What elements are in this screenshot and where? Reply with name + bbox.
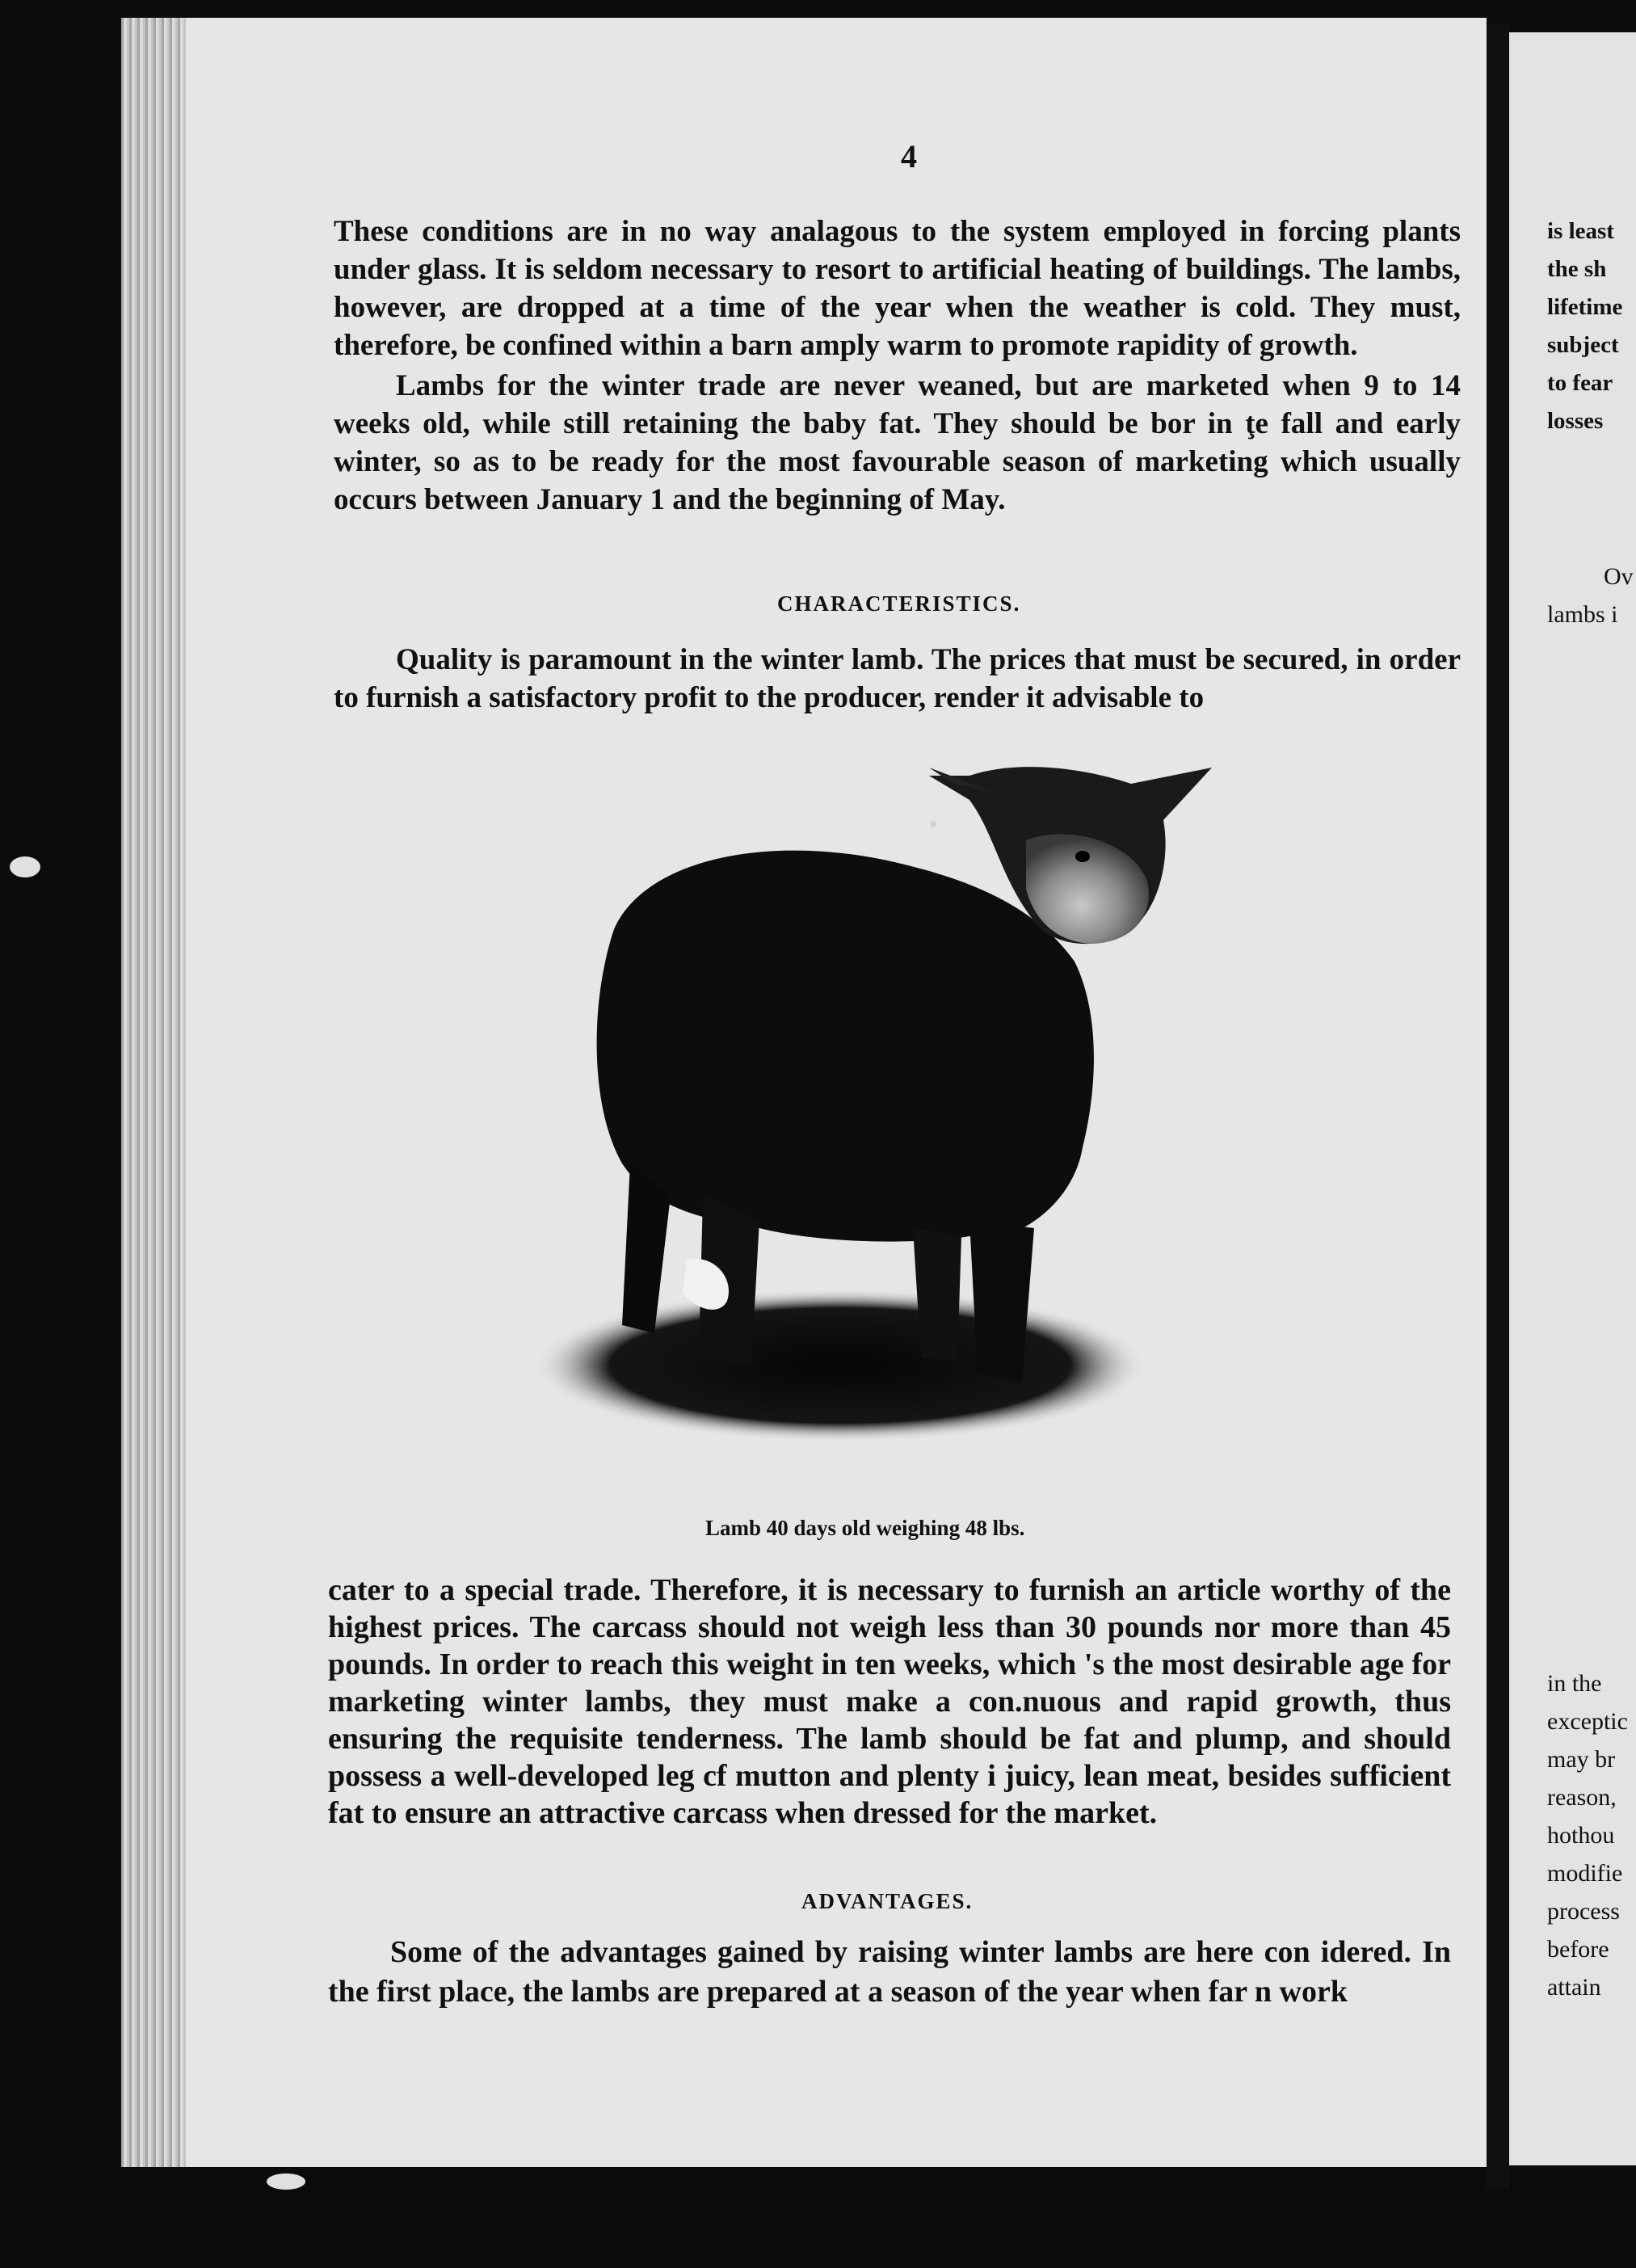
text-fragment: attain <box>1547 1974 1601 2001</box>
paragraph: Lambs for the winter trade are never weaned, but are marketed when 9 to 14 weeks old, while still retaining the baby fat. They should be bor in ţe fall and early winter, so as to be ready for the most favourable season of marketing which usually occurs between January 1 and the beginning of May. <box>334 369 1461 516</box>
book-gutter <box>1487 24 1509 2190</box>
text-fragment: before <box>1547 1936 1609 1963</box>
text-fragment: is least <box>1547 218 1614 244</box>
text-fragment: modifie <box>1547 1860 1623 1887</box>
figure-caption: Lamb 40 days old weighing 48 lbs. <box>705 1516 1025 1540</box>
text-fragment: lambs i <box>1547 601 1618 628</box>
characteristics-text <box>334 641 1461 717</box>
page-number: 4 <box>901 138 917 175</box>
section-heading-advantages: ADVANTAGES. <box>801 1889 974 1913</box>
right-page-fragment-middle <box>1547 558 1634 633</box>
right-page-fragment-bottom <box>1547 1664 1628 2006</box>
paragraph: These conditions are in no way analagous to the system employed in forcing plants under glass. It is seldom necessary to resort to artificial heating of buildings. The lambs, however, are dropped at a time of the year when the weather is cold. They must, therefore, be confined within a barn amply warm to promote rapidity of growth. <box>334 215 1461 362</box>
page-edge-stack <box>121 18 186 2167</box>
scan-speck <box>267 2173 305 2190</box>
text-fragment: to fear <box>1547 370 1613 396</box>
text-fragment: losses <box>1547 408 1604 434</box>
paragraph: Quality is paramount in the winter lamb. The prices that must be secured, in order to furnish a satisfactory profit to the producer, render it advisable to <box>334 643 1461 714</box>
text-fragment: hothou <box>1547 1822 1615 1849</box>
text-fragment: process <box>1547 1898 1620 1925</box>
scan-speck <box>10 856 40 877</box>
text-fragment: the sh <box>1547 256 1607 282</box>
text-fragment: in the <box>1547 1670 1602 1697</box>
paragraph: Some of the advantages gained by raising winter lambs are here con idered. In the first place, the lambs are prepared at a season of the year when far n work <box>328 1935 1451 2009</box>
text-fragment: exceptic <box>1547 1708 1628 1735</box>
text-fragment: subject <box>1547 332 1619 358</box>
text-fragment: reason, <box>1547 1784 1617 1811</box>
lamb-photograph <box>517 743 1309 1454</box>
right-page-fragment-top <box>1547 212 1622 440</box>
text-fragment: may br <box>1547 1746 1616 1773</box>
advantages-text <box>328 1933 1451 2012</box>
continuation-text <box>328 1572 1451 1832</box>
paragraph: cater to a special trade. Therefore, it is necessary to furnish an article worthy of the highest prices. The carcass should not weigh less than 30 pounds nor more than 45 pounds. In order to reach this weight in ten weeks, which 's the most desirable age for marketing winter lambs, they must make a con.nuous and rapid growth, thus ensuring the requisite tenderness. The lamb should be fat and plump, and should possess a well-developed leg cf mutton and plenty i juicy, lean meat, besides sufficient fat to ensure an attractive carcass when dressed for the market. <box>328 1573 1451 1830</box>
section-heading-characteristics: CHARACTERISTICS. <box>777 591 1021 616</box>
text-fragment: Ov <box>1604 563 1634 590</box>
text-fragment: lifetime <box>1547 294 1623 320</box>
intro-text <box>334 212 1461 519</box>
